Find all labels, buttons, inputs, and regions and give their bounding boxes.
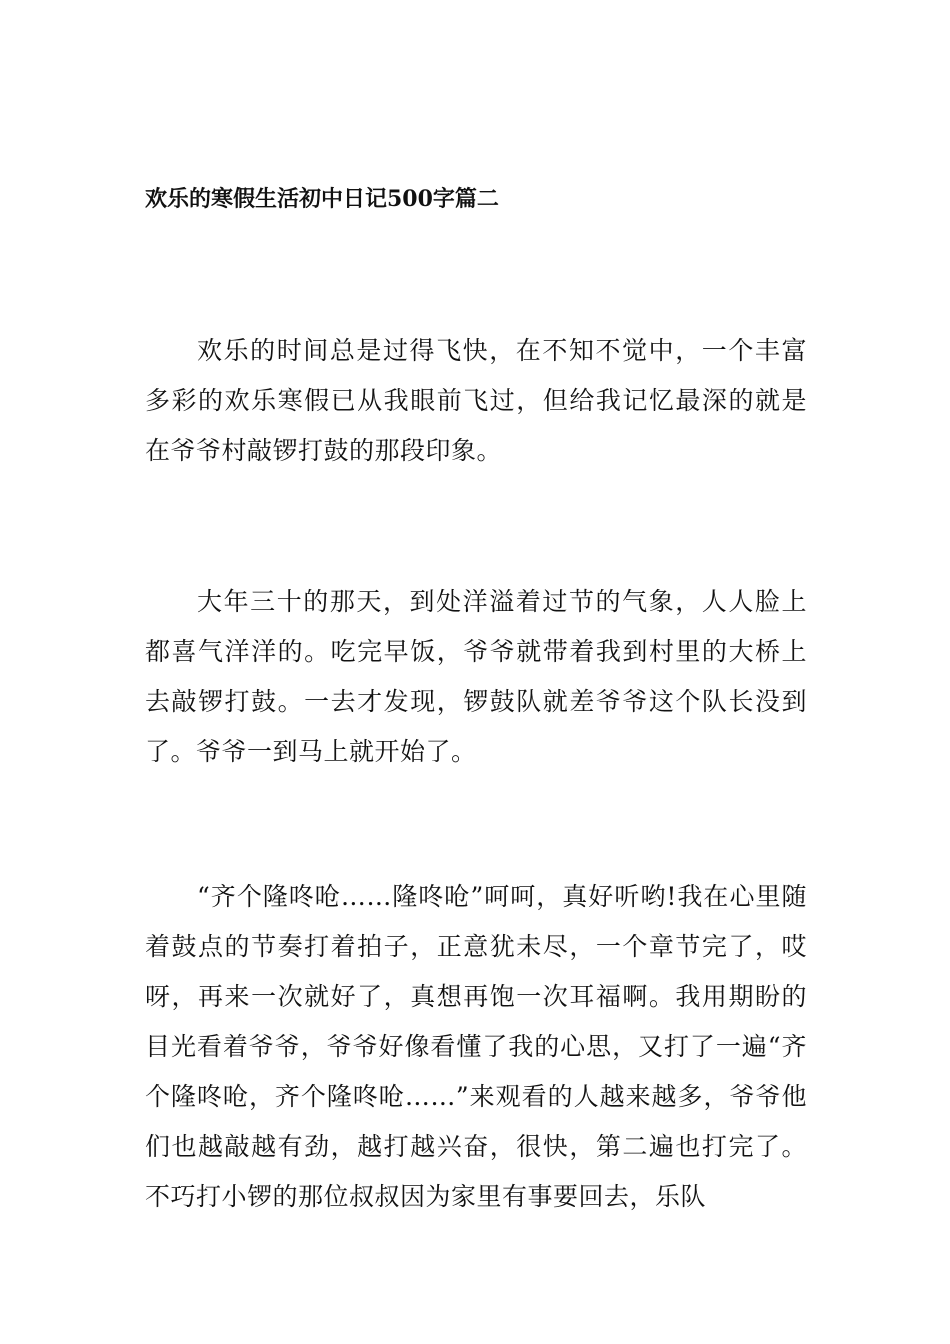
- document-title: 欢乐的寒假生活初中日记500字篇二: [145, 186, 499, 212]
- paragraph-1: 欢乐的时间总是过得飞快，在不知不觉中，一个丰富多彩的欢乐寒假已从我眼前飞过，但给我记忆最深的就是在爷爷村敲锣打鼓的那段印象。: [145, 336, 807, 465]
- paragraph-2: 大年三十的那天，到处洋溢着过节的气象，人人脸上都喜气洋洋的。吃完早饭，爷爷就带着我到村里的大桥上去敲锣打鼓。一去才发现，锣鼓队就差爷爷这个队长没到了。爷爷一到马上就开始了。: [145, 587, 807, 766]
- paragraph-3: “齐个隆咚呛……隆咚呛”呵呵，真好听哟!我在心里随着鼓点的节奏打着拍子，正意犹未尽，一个章节完了，哎呀，再来一次就好了，真想再饱一次耳福啊。我用期盼的目光看着爷爷，爷爷好像看懂了我的心思，又打了一遍“齐个隆咚呛，齐个隆咚呛……”来观看的人越来越多，爷爷他们也越敲越有劲，越打越兴奋，很快，第二遍也打完了。不巧打小锣的那位叔叔因为家里有事要回去，乐队: [145, 882, 807, 1211]
